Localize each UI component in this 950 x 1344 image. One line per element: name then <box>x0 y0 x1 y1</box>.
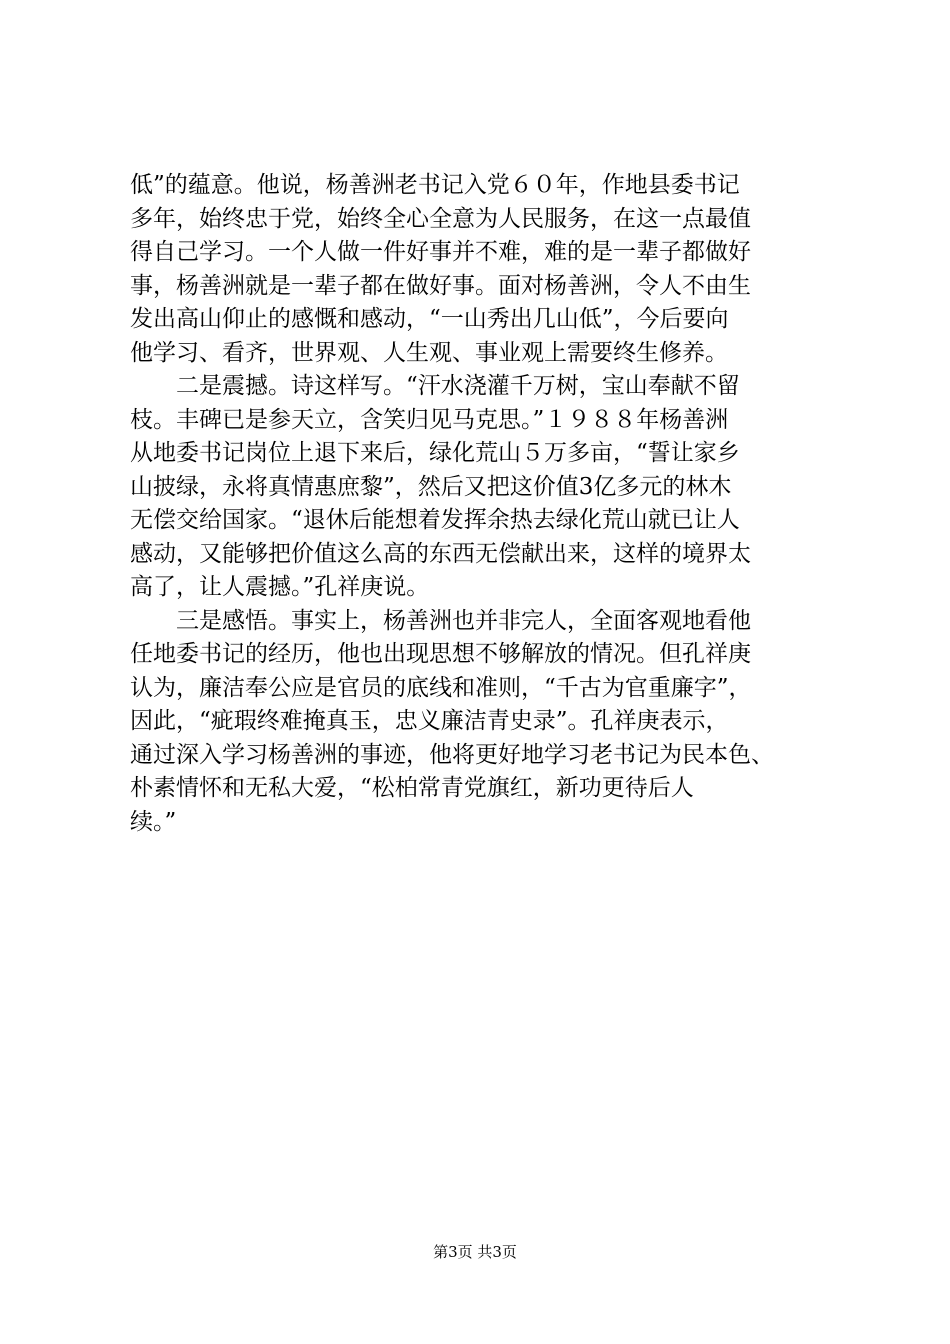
text-line: 续。” <box>130 808 177 835</box>
text-line: 感动，又能够把价值这么高的东西无偿献出来，这样的境界太 <box>130 540 751 567</box>
text-line: 朴素情怀和无私大爱，“松柏常青党旗红，新功更待后人 <box>130 775 694 801</box>
text-line: 发出高山仰止的感慨和感动，“一山秀出几山低”，今后要向 <box>130 306 729 332</box>
text-line: 枝。丰碑已是参天立，含笑归见马克思。”１９８８年杨善洲 <box>130 406 729 433</box>
text-line: 任地委书记的经历，他也出现思想不够解放的情况。但孔祥庚 <box>130 641 751 667</box>
text-line: 他学习、看齐，世界观、人生观、事业观上需要终生修养。 <box>130 339 728 366</box>
text-line: 低”的蕴意。他说，杨善洲老书记入党６０年，作地县委书记 <box>130 172 740 198</box>
text-line: 从地委书记岗位上退下来后，绿化荒山５万多亩，“誓让家乡 <box>130 440 740 466</box>
text-line: 多年，始终忠于党，始终全心全意为人民服务，在这一点最值 <box>130 205 751 232</box>
page-footer <box>0 1242 950 1262</box>
text-line: 得自己学习。一个人做一件好事并不难，难的是一辈子都做好 <box>130 239 751 265</box>
text-line: 三是感悟。事实上，杨善洲也并非完人，全面客观地看他 <box>130 607 751 634</box>
text-line: 事，杨善洲就是一辈子都在做好事。面对杨善洲，令人不由生 <box>130 272 751 299</box>
document-body <box>130 169 830 839</box>
text-line: 无偿交给国家。“退休后能想着发挥余热去绿化荒山就已让人 <box>130 507 740 533</box>
text-line: 高了，让人震撼。”孔祥庚说。 <box>130 574 430 600</box>
text-line: 山披绿，永将真情惠庶黎”，然后又把这价值3亿多元的林木 <box>130 473 732 500</box>
page-number-label: 第3页 共3页 <box>433 1243 517 1261</box>
text-line: 通过深入学习杨善洲的事迹，他将更好地学习老书记为民本色、 <box>130 741 774 768</box>
text-line: 认为，廉洁奉公应是官员的底线和准则，“千古为官重廉字”， <box>130 674 752 701</box>
text-line: 二是震撼。诗这样写。“汗水浇灌千万树，宝山奉献不留 <box>130 373 740 399</box>
text-line: 因此，“疵瑕终难掩真玉，忠义廉洁青史录”。孔祥庚表示， <box>130 708 729 734</box>
